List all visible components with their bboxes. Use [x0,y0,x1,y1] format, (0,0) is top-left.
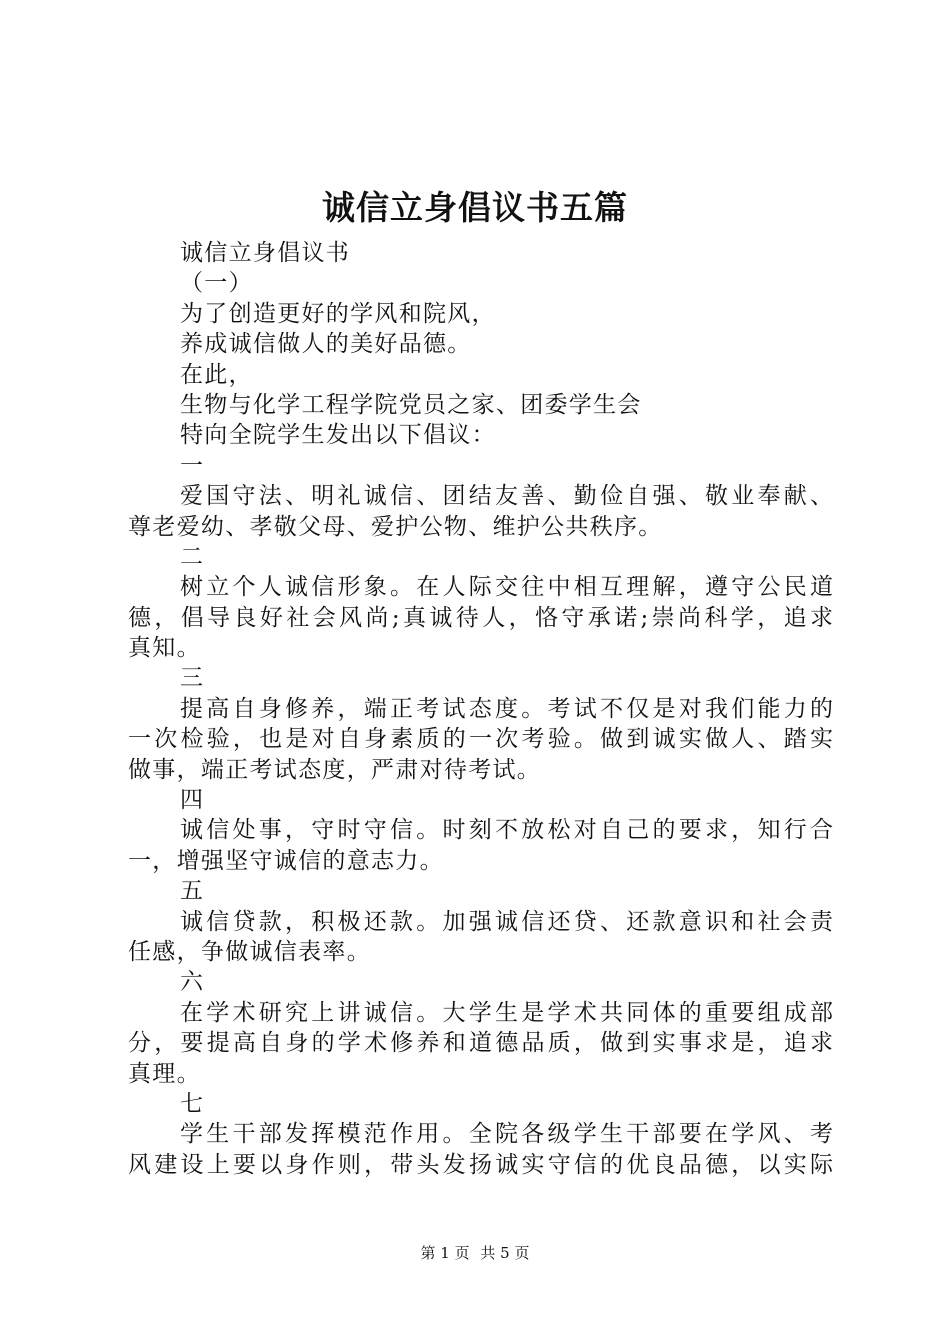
text-line: 养成诚信做人的美好品德。 [180,331,472,358]
text-line: 五 [180,878,205,905]
text-line: 树立个人诚信形象。在人际交往中相互理解，遵守公民道 [180,574,833,601]
text-line: 真理。 [128,1060,201,1087]
text-line: 为了创造更好的学风和院风， [180,300,496,327]
text-line: 诚信贷款，积极还款。加强诚信还贷、还款意识和社会责 [180,908,833,935]
text-line: 特向全院学生发出以下倡议： [180,422,496,449]
text-line: 学生干部发挥模范作用。全院各级学生干部要在学风、考 [180,1121,833,1148]
text-line: 尊老爱幼、孝敬父母、爱护公物、维护公共秩序。 [128,513,663,540]
document-body [128,238,833,1180]
text-line: 做事，端正考试态度，严肃对待考试。 [128,756,542,783]
text-line: 七 [180,1090,205,1117]
text-line: 六 [180,969,205,996]
document-title: 诚信立身倡议书五篇 [322,188,628,227]
page-total: 共 5 页 [480,1244,530,1262]
text-line: 一 [180,452,205,479]
text-line: 诚信立身倡议书 [180,240,351,266]
text-line: 提高自身修养，端正考试态度。考试不仅是对我们能力的 [180,695,833,722]
page-number: 第 1 页 [420,1244,470,1262]
text-line: 德，倡导良好社会风尚;真诚待人，恪守承诺;崇尚科学，追求 [128,604,833,631]
text-line: 二 [180,543,205,570]
text-line: 诚信处事，守时守信。时刻不放松对自己的要求，知行合 [180,817,833,844]
text-line: 四 [180,787,205,814]
text-line: 生物与化学工程学院党员之家、团委学生会 [180,391,642,418]
text-line: 真知。 [128,635,201,662]
page-footer [0,1243,950,1263]
text-line: 在学术研究上讲诚信。大学生是学术共同体的重要组成部 [180,999,833,1026]
text-line: 风建设上要以身作则，带头发扬诚实守信的优良品德，以实际 [128,1151,833,1178]
text-line: 爱国守法、明礼诚信、团结友善、勤俭自强、敬业奉献、 [180,483,833,510]
text-line: 一次检验，也是对自身素质的一次考验。做到诚实做人、踏实 [128,726,833,753]
text-line: 任感，争做诚信表率。 [128,938,371,965]
text-line: 三 [180,665,205,692]
text-line: 分，要提高自身的学术修养和道德品质，做到实事求是，追求 [128,1030,833,1057]
text-line: （一） [180,270,253,297]
text-line: 一，增强坚守诚信的意志力。 [128,847,444,874]
text-line: 在此， [180,361,253,388]
